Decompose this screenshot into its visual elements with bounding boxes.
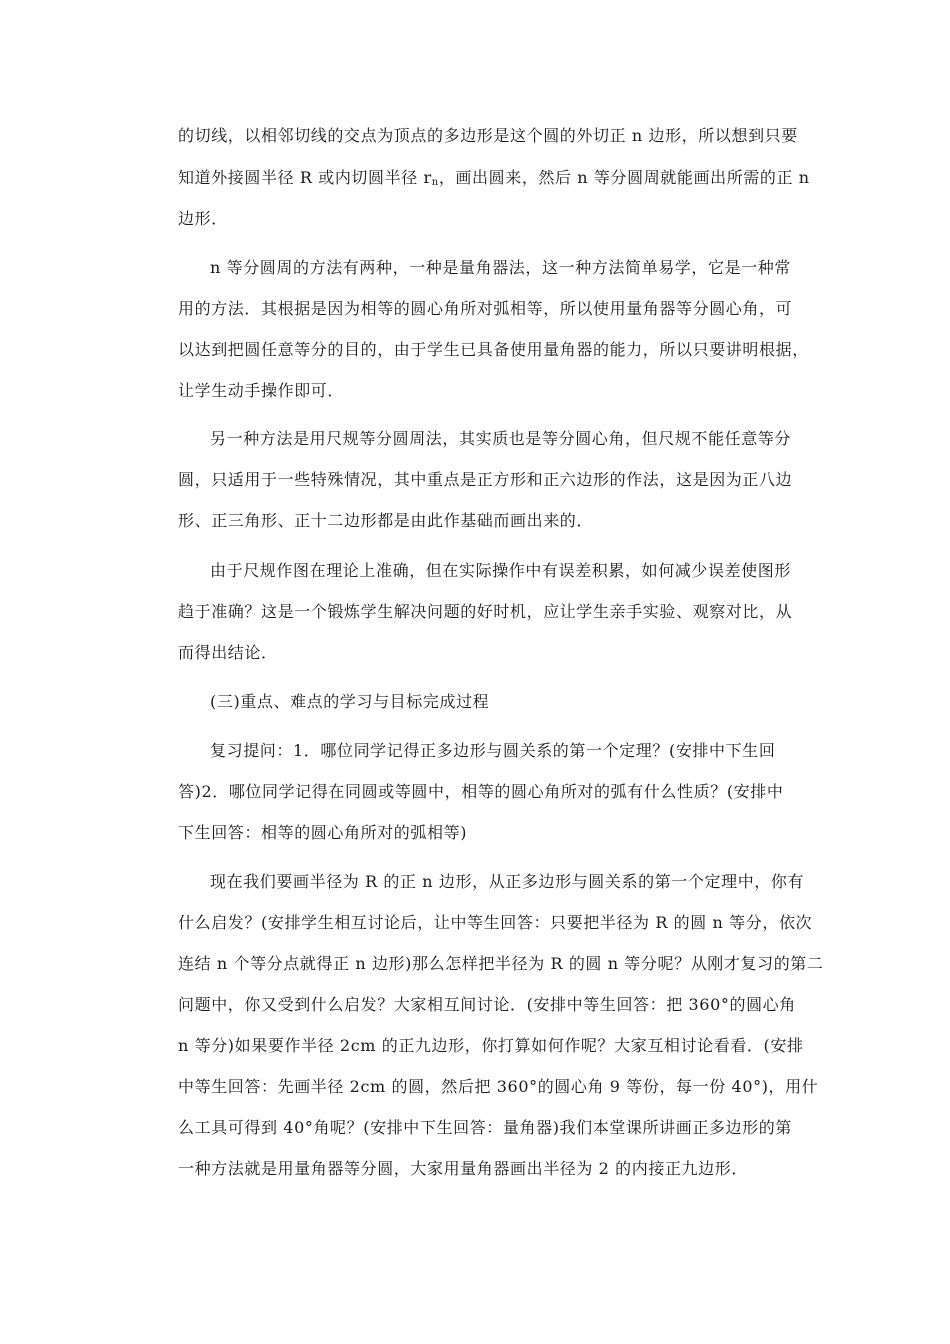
paragraph-7-line-7: 么工具可得到 40°角呢？(安排中下生回答：量角器)我们本堂课所讲画正多边形的第 — [178, 1118, 792, 1137]
paragraph-7-line-6: 中等生回答：先画半径 2cm 的圆，然后把 360°的圆心角 9 等份，每一份 40°)，用什 — [178, 1077, 819, 1096]
paragraph-7-line-1: 现在我们要画半径为 R 的正 n 边形，从正多边形与圆关系的第一个定理中，你有 — [210, 872, 805, 891]
paragraph-3-line-2: 圆，只适用于一些特殊情况，其中重点是正方形和正六边形的作法，这是因为正八边 — [178, 470, 793, 489]
paragraph-7-line-4: 问题中，你又受到什么启发？大家相互间讨论．(安排中等生回答：把 360°的圆心角 — [178, 995, 796, 1014]
paragraph-6-line-2: 答)2．哪位同学记得在同圆或等圆中，相等的圆心角所对的弧有什么性质？(安排中 — [178, 782, 784, 801]
section-heading: (三)重点、难点的学习与目标完成过程 — [210, 692, 490, 711]
paragraph-6-line-1: 复习提问：1．哪位同学记得正多边形与圆关系的第一个定理？(安排中下生回 — [210, 741, 776, 760]
paragraph-1-line-2-rest: ，画出圆来，然后 n 等分圆周就能画出所需的正 n — [438, 168, 810, 187]
paragraph-4-line-2: 趋于准确？这是一个锻炼学生解决问题的好时机，应让学生亲手实验、观察对比，从 — [178, 602, 793, 621]
paragraph-2-line-3: 以达到把圆任意等分的目的，由于学生已具备使用量角器的能力，所以只要讲明根据， — [178, 340, 809, 359]
paragraph-1-line-2 — [178, 168, 810, 193]
paragraph-6-line-3: 下生回答：相等的圆心角所对的弧相等) — [178, 823, 468, 842]
paragraph-1-line-2-text: 知道外接圆半径 R 或内切圆半径 r — [178, 168, 432, 187]
paragraph-2-line-1: n 等分圆周的方法有两种，一种是量角器法，这一种方法简单易学，它是一种常 — [210, 258, 791, 277]
paragraph-1-line-3: 边形． — [178, 209, 228, 228]
paragraph-3-line-3: 形、正三角形、正十二边形都是由此作基础而画出来的． — [178, 511, 594, 530]
paragraph-3-line-1: 另一种方法是用尺规等分圆周法，其实质也是等分圆心角，但尺规不能任意等分 — [210, 429, 792, 448]
paragraph-2-line-4: 让学生动手操作即可． — [178, 381, 345, 400]
paragraph-4-line-3: 而得出结论． — [178, 643, 278, 662]
paragraph-4-line-1: 由于尺规作图在理论上准确，但在实际操作中有误差积累，如何减少误差使图形 — [210, 561, 792, 580]
paragraph-7-line-2: 什么启发？(安排学生相互讨论后，让中等生回答：只要把半径为 R 的圆 n 等分，依次 — [178, 913, 813, 932]
paragraph-1-line-1: 的切线，以相邻切线的交点为顶点的多边形是这个圆的外切正 n 边形，所以想到只要 — [178, 126, 798, 145]
paragraph-2-line-2: 用的方法．其根据是因为相等的圆心角所对弧相等，所以使用量角器等分圆心角，可 — [178, 299, 793, 318]
subscript-n: n — [431, 177, 439, 188]
paragraph-7-line-5: n 等分)如果要作半径 2cm 的正九边形，你打算如何作呢？大家互相讨论看看．(安排 — [178, 1036, 804, 1055]
paragraph-7-line-3: 连结 n 个等分点就得正 n 边形)那么怎样把半径为 R 的圆 n 等分呢？从刚才复习的第二 — [178, 954, 824, 973]
paragraph-7-line-8: 一种方法就是用量角器等分圆，大家用量角器画出半径为 2 的内接正九边形． — [178, 1159, 748, 1178]
